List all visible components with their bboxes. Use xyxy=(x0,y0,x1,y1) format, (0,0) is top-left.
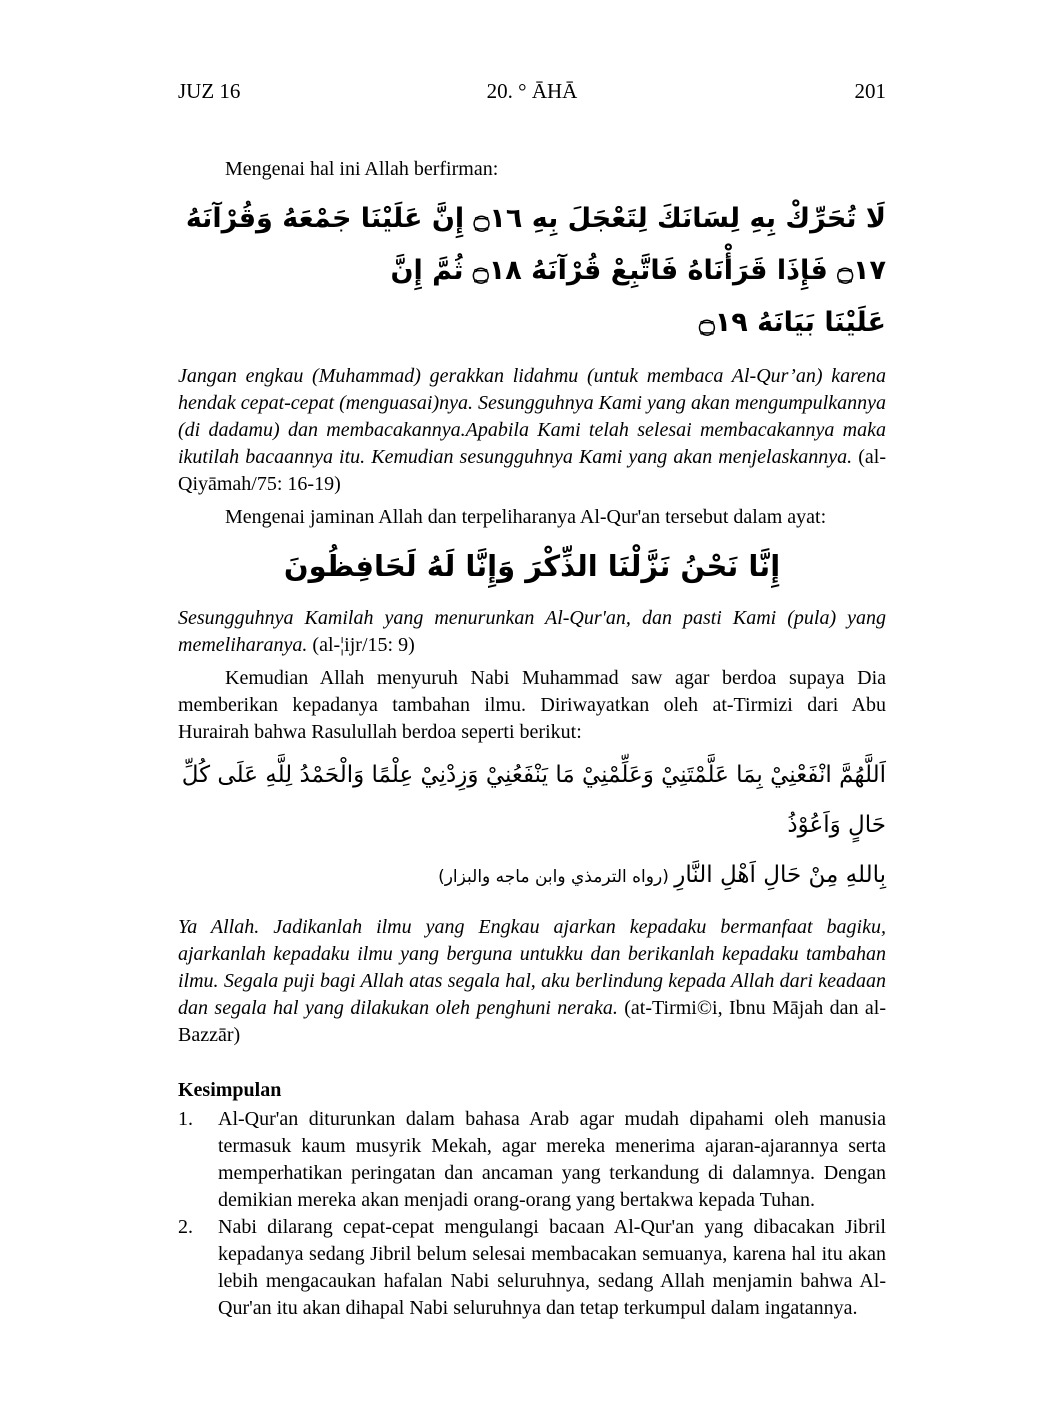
prayer-translation-text: Ya Allah. Jadikanlah ilmu yang Engkau ajarkan kepadaku bermanfaat bagiku, ajarkanlah kepadaku ilmu yang berguna untukku dan berikanlah kepadaku tambahan ilmu. Segala puji bagi Allah atas segala hal, aku berlindung kepada Allah dari keadaan dan segala hal yang dilakukan oleh penghuni neraka. xyxy=(178,916,886,1019)
kesimpulan-heading: Kesimpulan xyxy=(178,1079,282,1101)
arabic-verse-qiyamah-line1: لَا تُحَرِّكْ بِهِ لِسَانَكَ لِتَعْجَلَ بِهِ ۝١٦ إِنَّ عَلَيْنَا جَمْعَهُ وَقُرْآنَهُ ۝١٧ فَإِذَا قَرَأْنَاهُ فَاتَّبِعْ قُرْآنَهُ ۝١٨ ثُمَّ إِنَّ xyxy=(185,203,886,286)
arabic-prayer-line2-text: بِاللهِ مِنْ حَالِ اَهْلِ النَّارِ xyxy=(674,862,886,888)
arabic-verse-qiyamah-line2: عَلَيْنَا بَيَانَهُ ۝١٩ xyxy=(698,307,886,338)
verse-translation-hijr-text: Sesungguhnya Kamilah yang menurunkan Al-Qur'an, dan pasti Kami (pula) yang memeliharanya. xyxy=(178,607,886,656)
paragraph-guarantee: Mengenai jaminan Allah dan terpeliharanya Al-Qur'an tersebut dalam ayat: xyxy=(225,506,827,528)
list-item-number: 1. xyxy=(178,1108,193,1130)
list-item xyxy=(178,1106,886,1214)
arabic-prayer-line1: اَللَّهُمَّ انْفَعْنِيْ بِمَا عَلَّمْتَنِيْ وَعَلِّمْنِيْ مَا يَنْفَعُنِيْ وَزِدْنِيْ عِلْمًا وَالْحَمْدُ لِلَّهِ عَلَى كُلِّ حَالٍ وَاَعُوْذُ xyxy=(181,762,886,838)
paragraph-dua-intro: Kemudian Allah menyuruh Nabi Muhammad saw agar berdoa supaya Dia memberikan kepadanya tambahan ilmu. Diriwayatkan oleh at-Tirmizi dari Abu Hurairah bahwa Rasulullah berdoa seperti berikut: xyxy=(178,667,886,743)
arabic-prayer-line2 xyxy=(178,850,886,902)
list-item-text: Al-Qur'an diturunkan dalam bahasa Arab agar mudah dipahami oleh manusia termasuk kaum musyrik Mekah, agar mereka menerima ajaran-ajarannya serta memperhatikan peringatan dan ancaman yang terkandung di dalamnya. Dengan demikian mereka akan menjadi orang-orang yang bertakwa kepada Tuhan. xyxy=(218,1108,886,1211)
page-number: 201 xyxy=(854,79,886,103)
list-item-text: Nabi dilarang cepat-cepat mengulangi bacaan Al-Qur'an yang dibacakan Jibril kepadanya sedang Jibril belum selesai membacakan semuanya, karena hal itu akan lebih mengacaukan hafalan Nabi seluruhnya, sedang Allah menjamin bahwa Al-Qur'an itu akan dihapal Nabi seluruhnya dan tetap terkumpul dalam ingatannya. xyxy=(218,1216,886,1319)
page-header xyxy=(178,78,886,104)
paragraph-intro: Mengenai hal ini Allah berfirman: xyxy=(225,158,499,180)
prayer-translation xyxy=(178,914,886,1049)
verse-translation-hijr xyxy=(178,605,886,659)
source-reference-hadith: (at-Tirmi©i, Ibnu Mājah dan al-Bazzār) xyxy=(178,997,887,1046)
list-item-number: 2. xyxy=(178,1216,193,1238)
arabic-verse-qiyamah xyxy=(178,193,886,349)
conclusion-list xyxy=(178,1106,886,1322)
hadith-narrator-note: (رواه الترمذي وابن ماجه والبزار) xyxy=(438,867,675,887)
arabic-prayer xyxy=(178,750,886,902)
source-reference-qiyamah: (al-Qiyāmah/75: 16-19) xyxy=(178,446,886,495)
verse-translation-qiyamah xyxy=(178,363,886,498)
source-reference-hijr: (al-¦ijr/15: 9) xyxy=(307,634,415,656)
verse-translation-qiyamah-text: Jangan engkau (Muhammad) gerakkan lidahmu (untuk membaca Al-Qur’an) karena hendak cepat-cepat (menguasai)nya. Sesungguhnya Kami yang akan mengumpulkannya (di dadamu) dan membacakannya.Apabila Kami telah selesai membacakannya maka ikutilah bacaannya itu. Kemudian sesungguhnya Kami yang akan menjelaskannya. xyxy=(178,365,886,468)
list-item xyxy=(178,1214,886,1322)
arabic-verse-hijr: إِنَّا نَحْنُ نَزَّلْنَا الذِّكْرَ وَإِنَّا لَهُ لَحَافِظُونَ xyxy=(283,549,781,583)
juz-label: JUZ 16 xyxy=(178,79,241,103)
chapter-title: 20. ° ĀHĀ xyxy=(486,79,578,103)
